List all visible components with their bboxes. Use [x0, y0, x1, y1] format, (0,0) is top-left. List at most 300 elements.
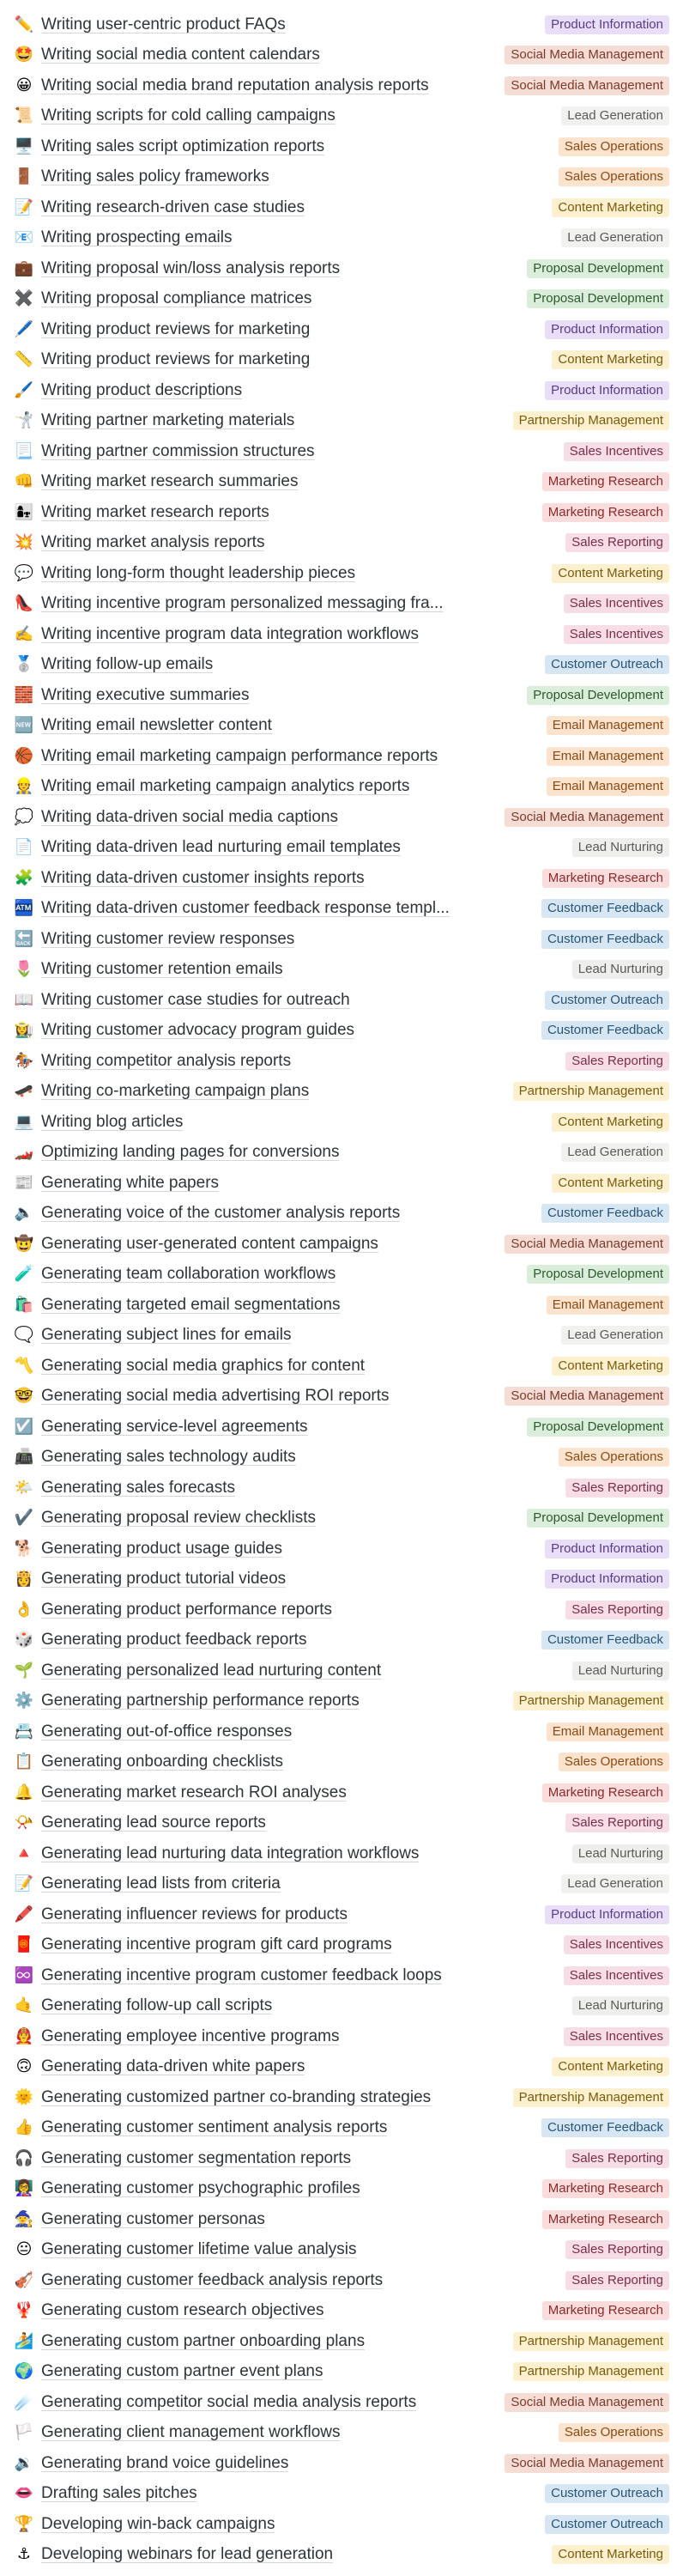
item-title[interactable]: Writing follow-up emails — [41, 655, 214, 674]
list-item[interactable] — [0, 894, 683, 925]
category-tag: Partnership Management — [513, 1692, 669, 1710]
list-item[interactable] — [0, 1686, 683, 1717]
list-item[interactable] — [0, 1625, 683, 1656]
item-title[interactable]: Writing customer case studies for outreach — [41, 990, 350, 1009]
item-title[interactable]: Generating customer segmentation reports — [41, 2148, 352, 2167]
crayon-icon: 🖍️ — [14, 1905, 34, 1923]
item-title[interactable]: Writing sales script optimization reports — [41, 137, 325, 155]
item-title[interactable]: Generating sales forecasts — [41, 1478, 236, 1497]
category-tag: Lead Nurturing — [572, 960, 669, 979]
test-tube-icon: 🧪 — [14, 1265, 34, 1284]
item-title[interactable]: Generating user-generated content campaigns — [41, 1234, 378, 1253]
sun-with-face-icon: 🌞 — [14, 2087, 34, 2106]
list-item[interactable] — [0, 1046, 683, 1077]
item-title[interactable]: Generating social media advertising ROI reports — [41, 1387, 390, 1406]
category-tag: Sales Reporting — [565, 533, 669, 552]
item-title[interactable]: Generating white papers — [41, 1173, 220, 1192]
game-die-icon: 🎲 — [14, 1631, 34, 1649]
list-item[interactable] — [0, 2082, 683, 2113]
list-item[interactable] — [0, 192, 683, 223]
item-title[interactable]: Writing sales policy frameworks — [41, 167, 269, 186]
item-title[interactable]: Writing market analysis reports — [41, 533, 265, 552]
category-tag: Product Information — [545, 381, 669, 400]
comet-icon: ☄️ — [14, 2392, 34, 2411]
back-arrow-icon: 🔙 — [14, 929, 34, 948]
category-tag: Product Information — [545, 1905, 669, 1924]
item-title[interactable]: Writing email marketing campaign performance reports — [41, 746, 438, 765]
atm-icon: 🏧 — [14, 899, 34, 918]
category-tag: Marketing Research — [542, 1783, 669, 1802]
category-tag: Social Media Management — [505, 2454, 669, 2473]
list-item[interactable] — [0, 467, 683, 498]
list-item[interactable] — [0, 1991, 683, 2022]
item-title[interactable]: Generating partnership performance reports — [41, 1692, 360, 1710]
item-title[interactable]: Writing data-driven social media captions — [41, 807, 339, 826]
category-tag: Sales Reporting — [565, 2271, 669, 2290]
item-title[interactable]: Generating customer sentiment analysis reports — [41, 2118, 388, 2137]
item-title[interactable]: Writing market research summaries — [41, 472, 299, 491]
list-item[interactable] — [0, 2021, 683, 2052]
lobster-icon: 🦞 — [14, 2301, 34, 2320]
list-item[interactable] — [0, 1229, 683, 1260]
category-tag: Sales Incentives — [564, 594, 669, 613]
category-tag: Sales Operations — [559, 137, 669, 156]
item-title[interactable]: Writing customer retention emails — [41, 960, 283, 979]
briefcase-icon: 💼 — [14, 258, 34, 277]
category-tag: Social Media Management — [505, 46, 669, 64]
category-tag: Lead Generation — [561, 106, 669, 125]
tulip-icon: 🌷 — [14, 960, 34, 979]
item-title[interactable]: Generating customer psychographic profiles — [41, 2179, 360, 2198]
item-title[interactable]: Generating customer personas — [41, 2209, 265, 2228]
category-tag: Content Marketing — [552, 1357, 669, 1376]
list-item[interactable] — [0, 1290, 683, 1321]
list-item[interactable] — [0, 924, 683, 955]
list-item[interactable] — [0, 1199, 683, 1230]
item-title[interactable]: Writing long-form thought leadership pieces — [41, 563, 356, 582]
list-item[interactable] — [0, 284, 683, 315]
category-tag: Lead Generation — [561, 1326, 669, 1345]
item-title[interactable]: Generating customer feedback analysis reports — [41, 2270, 384, 2289]
list-item[interactable] — [0, 375, 683, 406]
item-title[interactable]: Writing product reviews for marketing — [41, 350, 311, 369]
basketball-icon: 🏀 — [14, 746, 34, 765]
category-tag: Product Information — [545, 15, 669, 34]
item-title[interactable]: Writing research-driven case studies — [41, 197, 305, 216]
list-item[interactable] — [0, 558, 683, 589]
list-item[interactable] — [0, 2448, 683, 2479]
category-tag: Content Marketing — [552, 2545, 669, 2564]
category-tag: Marketing Research — [542, 2210, 669, 2229]
speaker-medium-icon: 🔉 — [14, 2453, 34, 2472]
desktop-computer-icon: 🖥️ — [14, 137, 34, 155]
list-item[interactable] — [0, 1443, 683, 1473]
list-item[interactable] — [0, 345, 683, 376]
item-title[interactable]: Writing product descriptions — [41, 380, 243, 399]
category-tag: Partnership Management — [513, 411, 669, 430]
item-title[interactable]: Generating brand voice guidelines — [41, 2453, 289, 2472]
trophy-icon: 🏆 — [14, 2514, 34, 2533]
item-title[interactable]: Generating employee incentive programs — [41, 2026, 340, 2045]
list-item[interactable] — [0, 1716, 683, 1747]
clipboard-icon: 📋 — [14, 1753, 34, 1771]
category-tag: Customer Feedback — [541, 2118, 669, 2137]
list-item[interactable] — [0, 589, 683, 620]
item-title[interactable]: Writing prospecting emails — [41, 228, 233, 247]
list-item[interactable] — [0, 314, 683, 345]
list-item[interactable] — [0, 223, 683, 254]
list-item[interactable] — [0, 1838, 683, 1869]
bricks-icon: 🧱 — [14, 685, 34, 704]
item-title[interactable]: Developing win-back campaigns — [41, 2514, 275, 2533]
list-item[interactable] — [0, 1382, 683, 1413]
page-icon: 📃 — [14, 441, 34, 460]
item-title[interactable]: Writing customer review responses — [41, 929, 295, 948]
category-tag: Email Management — [547, 716, 669, 735]
horse-racing-icon: 🏇 — [14, 1051, 34, 1070]
list-item[interactable] — [0, 833, 683, 864]
item-title[interactable]: Generating subject lines for emails — [41, 1326, 292, 1345]
neutral-face-icon: 😐 — [15, 2240, 33, 2259]
surfer-icon: 🏄 — [14, 2331, 34, 2350]
item-title[interactable]: Generating follow-up call scripts — [41, 1996, 273, 2015]
list-item[interactable] — [0, 1595, 683, 1625]
item-title[interactable]: Writing partner commission structures — [41, 441, 315, 460]
item-title[interactable]: Writing incentive program personalized messaging fra... — [41, 594, 444, 613]
category-tag: Marketing Research — [542, 869, 669, 888]
list-item[interactable] — [0, 70, 683, 101]
list-item[interactable] — [0, 2143, 683, 2174]
scroll-icon: 📜 — [14, 106, 34, 125]
category-tag: Partnership Management — [513, 2088, 669, 2107]
list-item[interactable] — [0, 1656, 683, 1686]
category-tag: Social Media Management — [505, 808, 669, 827]
category-tag: Sales Reporting — [565, 1814, 669, 1832]
list-item[interactable] — [0, 131, 683, 162]
email-icon: 📧 — [14, 228, 34, 247]
item-title[interactable]: Writing executive summaries — [41, 685, 250, 704]
star-struck-face-icon: 🤩 — [14, 46, 34, 64]
item-title[interactable]: Writing product reviews for marketing — [41, 319, 311, 338]
list-item[interactable] — [0, 2204, 683, 2235]
category-tag: Partnership Management — [513, 2362, 669, 2381]
list-item[interactable] — [0, 1351, 683, 1382]
pencil-icon: ✏️ — [14, 15, 34, 33]
category-tag: Email Management — [547, 1296, 669, 1315]
list-item[interactable] — [0, 619, 683, 650]
list-item[interactable] — [0, 1899, 683, 1930]
item-title[interactable]: Generating custom partner event plans — [41, 2362, 323, 2381]
category-tag: Sales Operations — [559, 2423, 669, 2442]
list-item[interactable] — [0, 1138, 683, 1169]
category-tag: Email Management — [547, 747, 669, 766]
category-tag: Lead Generation — [561, 1874, 669, 1893]
list-item[interactable] — [0, 2540, 683, 2571]
list-item[interactable] — [0, 2509, 683, 2540]
racing-car-icon: 🏎️ — [14, 1143, 34, 1162]
category-tag: Lead Nurturing — [572, 1844, 669, 1863]
category-tag: Customer Outreach — [545, 655, 669, 674]
list-item[interactable] — [0, 955, 683, 986]
item-title[interactable]: Writing incentive program data integration workflows — [41, 624, 420, 643]
item-title[interactable]: Generating lead nurturing data integration workflows — [41, 1844, 420, 1862]
item-title[interactable]: Writing blog articles — [41, 1112, 184, 1131]
list-item[interactable] — [0, 40, 683, 71]
list-item[interactable] — [0, 711, 683, 742]
list-item[interactable] — [0, 1534, 683, 1564]
list-item[interactable] — [0, 772, 683, 803]
list-item[interactable] — [0, 1930, 683, 1961]
fax-machine-icon: 📠 — [14, 1448, 34, 1467]
category-tag: Proposal Development — [527, 1418, 669, 1437]
category-tag: Marketing Research — [542, 2301, 669, 2320]
category-tag: Customer Outreach — [545, 2515, 669, 2534]
item-title[interactable]: Generating out-of-office responses — [41, 1722, 293, 1741]
item-title[interactable]: Generating team collaboration workflows — [41, 1265, 336, 1284]
category-tag: Proposal Development — [527, 1265, 669, 1284]
list-item[interactable] — [0, 2265, 683, 2296]
construction-worker-icon: 👷 — [14, 777, 34, 796]
list-item[interactable] — [0, 1869, 683, 1900]
list-item[interactable] — [0, 650, 683, 681]
list-item[interactable] — [0, 528, 683, 559]
list-item[interactable] — [0, 2479, 683, 2510]
category-tag: Lead Nurturing — [572, 1662, 669, 1680]
category-tag: Partnership Management — [513, 2332, 669, 2351]
list-item[interactable] — [0, 1260, 683, 1291]
item-title[interactable]: Writing customer advocacy program guides — [41, 1021, 355, 1040]
list-item[interactable] — [0, 680, 683, 711]
item-title[interactable]: Generating customized partner co-branding strategies — [41, 2087, 432, 2106]
category-tag: Partnership Management — [513, 1082, 669, 1101]
bell-icon: 🔔 — [14, 1783, 34, 1801]
list-item[interactable] — [0, 1077, 683, 1108]
category-tag: Product Information — [545, 320, 669, 339]
door-icon: 🚪 — [14, 167, 34, 186]
item-title[interactable]: Generating sales technology audits — [41, 1448, 296, 1467]
list-item[interactable] — [0, 253, 683, 284]
category-tag: Lead Generation — [561, 1143, 669, 1162]
teacher-icon: 👩‍🏫 — [14, 2179, 34, 2198]
list-item[interactable] — [0, 1473, 683, 1504]
list-item[interactable] — [0, 741, 683, 772]
list-item[interactable] — [0, 2418, 683, 2449]
item-title[interactable]: Generating data-driven white papers — [41, 2057, 305, 2076]
red-envelope-icon: 🧧 — [14, 1935, 34, 1954]
item-title[interactable]: Writing data-driven customer feedback response templ... — [41, 899, 450, 918]
category-tag: Sales Reporting — [565, 2240, 669, 2259]
category-tag: Proposal Development — [527, 289, 669, 308]
category-tag: Product Information — [545, 1540, 669, 1558]
list-item[interactable] — [0, 1016, 683, 1047]
category-tag: Lead Nurturing — [572, 838, 669, 857]
check-mark-icon: ✔️ — [14, 1509, 34, 1528]
paintbrush-icon: 🖌️ — [14, 380, 34, 399]
infinity-icon: ♾️ — [14, 1965, 34, 1984]
item-title[interactable]: Developing webinars for lead generation — [41, 2545, 334, 2564]
anchor-icon: ⚓ — [16, 2545, 32, 2564]
category-tag: Sales Incentives — [564, 442, 669, 461]
item-title[interactable]: Generating social media graphics for content — [41, 1356, 366, 1375]
category-tag: Sales Reporting — [565, 1479, 669, 1498]
category-tag: Marketing Research — [542, 472, 669, 491]
category-tag: Social Media Management — [505, 1235, 669, 1254]
item-title[interactable]: Generating custom partner onboarding plans — [41, 2331, 366, 2350]
gear-icon: ⚙️ — [14, 1692, 34, 1710]
category-tag: Sales Reporting — [565, 1052, 669, 1071]
list-item[interactable] — [0, 2052, 683, 2083]
category-tag: Sales Incentives — [564, 1935, 669, 1954]
firefighter-icon: 👨‍🚒 — [14, 2026, 34, 2045]
item-title[interactable]: Generating client management workflows — [41, 2423, 341, 2442]
list-item[interactable] — [0, 2357, 683, 2388]
category-tag: Customer Feedback — [541, 930, 669, 949]
item-title[interactable]: Generating custom research objectives — [41, 2301, 324, 2320]
thought-bubble-icon: 💭 — [14, 807, 34, 826]
item-title[interactable]: Optimizing landing pages for conversions — [41, 1143, 340, 1162]
item-title[interactable]: Generating influencer reviews for products — [41, 1905, 348, 1923]
item-title[interactable]: Generating product feedback reports — [41, 1631, 307, 1649]
list-item[interactable] — [0, 9, 683, 40]
item-title[interactable]: Writing proposal win/loss analysis reports — [41, 258, 341, 277]
globe-icon: 🌍 — [14, 2362, 34, 2381]
farmer-icon: 👩‍🌾 — [14, 1021, 34, 1040]
item-title[interactable]: Generating product tutorial videos — [41, 1570, 287, 1589]
category-tag: Sales Incentives — [564, 1966, 669, 1985]
silver-medal-icon: 🥈 — [14, 655, 34, 674]
list-item[interactable] — [0, 162, 683, 193]
category-tag: Sales Incentives — [564, 2027, 669, 2046]
list-item[interactable] — [0, 863, 683, 894]
category-tag: Proposal Development — [527, 1509, 669, 1528]
nerd-face-icon: 🤓 — [14, 1387, 34, 1406]
list-item[interactable] — [0, 1564, 683, 1595]
category-tag: Sales Operations — [559, 167, 669, 186]
list-item[interactable] — [0, 2387, 683, 2418]
violin-icon: 🎻 — [14, 2270, 34, 2289]
item-title[interactable]: Writing partner marketing materials — [41, 411, 295, 430]
list-item[interactable] — [0, 1412, 683, 1443]
item-title[interactable]: Writing co-marketing campaign plans — [41, 1082, 310, 1101]
item-title[interactable]: Generating personalized lead nurturing content — [41, 1661, 382, 1680]
item-title[interactable]: Generating customer lifetime value analysis — [41, 2240, 357, 2259]
memo-icon: 📝 — [14, 197, 34, 216]
dog-icon: 🐕 — [14, 1539, 34, 1558]
list-item[interactable] — [0, 497, 683, 528]
sun-behind-cloud-icon: 🌤️ — [14, 1478, 34, 1497]
list-item[interactable] — [0, 1321, 683, 1352]
category-tag: Sales Reporting — [565, 2149, 669, 2168]
item-title[interactable]: Writing competitor analysis reports — [41, 1051, 292, 1070]
item-title[interactable]: Drafting sales pitches — [41, 2484, 197, 2503]
list-item[interactable] — [0, 1107, 683, 1138]
list-item[interactable] — [0, 2113, 683, 2144]
item-title[interactable]: Writing user-centric product FAQs — [41, 15, 286, 33]
list-item[interactable] — [0, 436, 683, 467]
item-title[interactable]: Generating product performance reports — [41, 1600, 333, 1619]
pen-icon: 🖊️ — [14, 319, 34, 338]
item-title[interactable]: Generating service-level agreements — [41, 1417, 308, 1436]
category-tag: Sales Incentives — [564, 625, 669, 644]
item-title[interactable]: Generating voice of the customer analysis reports — [41, 1204, 401, 1223]
item-title[interactable]: Writing proposal compliance matrices — [41, 289, 312, 308]
postal-horn-icon: 📯 — [14, 1814, 34, 1832]
category-tag: Social Media Management — [505, 2393, 669, 2412]
mouth-icon: 👄 — [14, 2484, 34, 2503]
list-item[interactable] — [0, 2296, 683, 2327]
item-title[interactable]: Generating incentive program customer feedback loops — [41, 1965, 442, 1984]
ok-hand-icon: 👌 — [14, 1600, 34, 1619]
item-title[interactable]: Writing data-driven customer insights reports — [41, 868, 365, 887]
list-item[interactable] — [0, 1960, 683, 1991]
category-tag: Content Marketing — [552, 198, 669, 217]
list-item[interactable] — [0, 1504, 683, 1534]
cross-mark-icon: ✖️ — [14, 289, 34, 308]
list-item[interactable] — [0, 406, 683, 437]
item-title[interactable]: Writing social media brand reputation analysis reports — [41, 76, 429, 94]
item-title[interactable]: Generating market research ROI analyses — [41, 1783, 347, 1801]
memo-icon: 📝 — [14, 1874, 34, 1893]
list-item[interactable] — [0, 2326, 683, 2357]
category-tag: Sales Reporting — [565, 1601, 669, 1619]
item-title[interactable]: Writing scripts for cold calling campaigns — [41, 106, 335, 125]
speech-bubble-icon: 💬 — [14, 563, 34, 582]
category-tag: Proposal Development — [527, 259, 669, 278]
family-icon: 👩‍👧 — [14, 502, 34, 521]
category-tag: Proposal Development — [527, 686, 669, 705]
list-item[interactable] — [0, 802, 683, 833]
list-item[interactable] — [0, 101, 683, 132]
list-item[interactable] — [0, 1168, 683, 1199]
left-speech-bubble-icon: 🗨️ — [14, 1326, 34, 1345]
item-title[interactable]: Writing market research reports — [41, 502, 269, 521]
call-me-hand-icon: 🤙 — [14, 1996, 34, 2015]
item-title[interactable]: Writing data-driven lead nurturing email templates — [41, 838, 401, 857]
list-item[interactable] — [0, 1747, 683, 1778]
thumbs-up-icon: 👍 — [14, 2118, 34, 2137]
item-title[interactable]: Generating onboarding checklists — [41, 1753, 284, 1771]
item-title[interactable]: Generating proposal review checklists — [41, 1509, 316, 1528]
item-title[interactable]: Generating incentive program gift card programs — [41, 1935, 392, 1954]
high-heel-icon: 👠 — [14, 594, 34, 613]
category-tag: Lead Nurturing — [572, 1996, 669, 2015]
seedling-icon: 🌱 — [14, 1661, 34, 1680]
category-tag: Content Marketing — [552, 1113, 669, 1132]
grinning-face-icon: 😀 — [15, 76, 33, 94]
list-item[interactable] — [0, 1777, 683, 1808]
category-tag: Customer Feedback — [541, 1631, 669, 1649]
part-alternation-mark-icon: 〽️ — [14, 1356, 34, 1375]
item-title[interactable]: Writing email marketing campaign analytics reports — [41, 777, 410, 796]
list-item[interactable] — [0, 2235, 683, 2266]
item-title[interactable]: Generating targeted email segmentations — [41, 1295, 341, 1314]
item-title[interactable]: Writing social media content calendars — [41, 46, 320, 64]
laptop-icon: 💻 — [14, 1112, 34, 1131]
item-title[interactable]: Writing email newsletter content — [41, 716, 272, 735]
item-title[interactable]: Generating lead lists from criteria — [41, 1874, 281, 1893]
item-title[interactable]: Generating product usage guides — [41, 1539, 282, 1558]
ruler-icon: 📏 — [14, 350, 34, 369]
item-title[interactable]: Generating lead source reports — [41, 1814, 266, 1832]
category-tag: Marketing Research — [542, 503, 669, 522]
item-title[interactable]: Generating competitor social media analysis reports — [41, 2392, 417, 2411]
upside-down-face-icon: 🙃 — [15, 2057, 33, 2076]
list-item[interactable] — [0, 1808, 683, 1839]
list-item[interactable] — [0, 985, 683, 1016]
document-icon: 📄 — [14, 838, 34, 857]
list-item[interactable] — [0, 2174, 683, 2205]
writing-hand-icon: ✍️ — [14, 624, 34, 643]
